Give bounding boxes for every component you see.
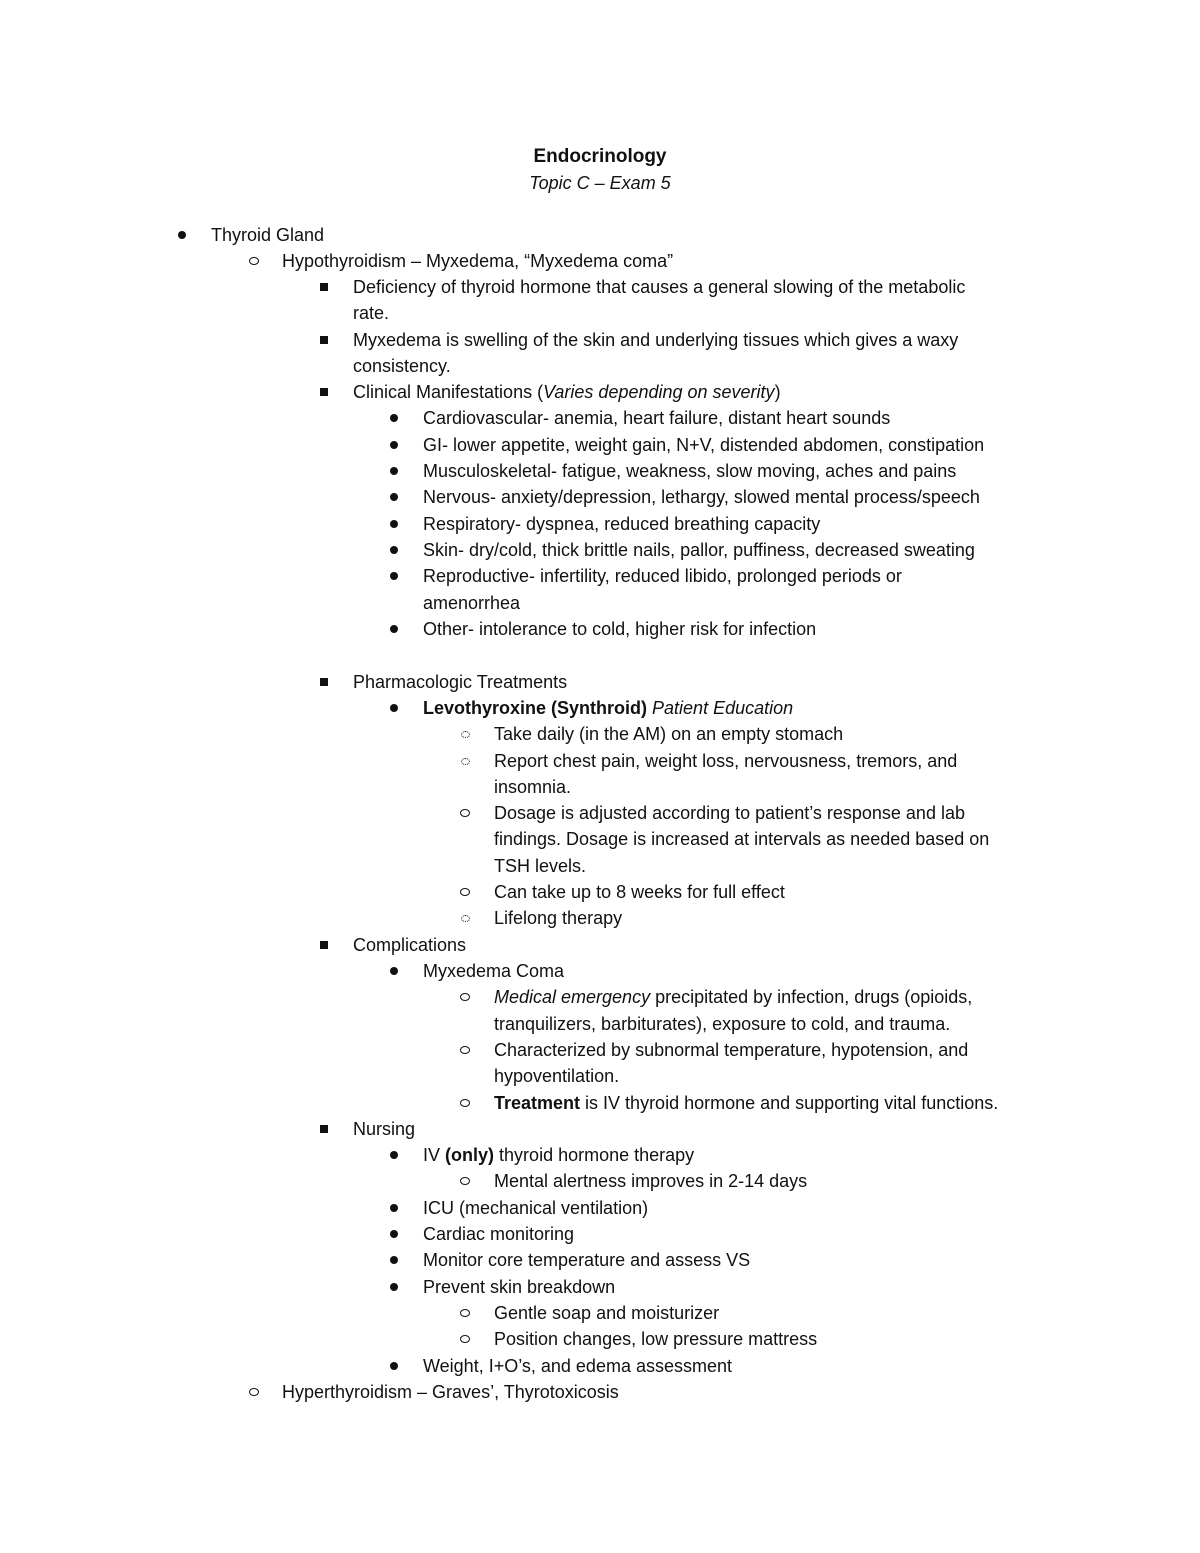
disc-bullet-icon — [384, 405, 404, 431]
circle-bullet-icon — [455, 1300, 475, 1326]
disc-bullet-icon — [384, 537, 404, 563]
document-page: Endocrinology Topic C – Exam 5 Thyroid Gland Hypothyroidism – Myxedema, “Myxedema coma” Deficiency of thyroid hormone that causes a general slowing of the metabolic rate. Myxedema is swelling of the skin and underlying tissues which gives a waxy consistency. Clinical Manifestations (Varies depending on severity) Cardiovascular- anemia, heart failure, distant heart sounds GI- lower appetite, weight gain, N+V, distended abdomen, constipation Musculoskeletal- fatigue, weakness, slow moving, aches and pains Nervous- anxiety/depression, lethargy, slowed mental process/speech Respiratory- dyspnea, reduced breathing capacity Skin- dry/cold, thick brittle nails, pallor, puffiness, decreased sweating Reproductive- infertility, reduced libido, prolonged periods or amenorrhea Other- intolerance to cold, higher risk for infection Pharmacologic Treatments Levothyroxine (Synthroid) Patient Education Take daily (in the AM) on an empty stomach Report chest pain, weight loss, nervousness, tremors, and insomnia. Dosage is adjusted according to patient’s response and lab findings. Dosage is increased at intervals as needed based on TSH levels. Can take up to 8 weeks for full effect Lifelong therapy Complications Myxedema Coma Medical emergency precipitated by infection, drugs (opioids, tranquilizers, barbiturates), exposure to cold, and trauma. Characterized by subnormal temperature, hypotension, and hypoventilation. Treatment is IV thyroid hormone and supporting vital functions. Nursing IV (only) thyroid hormone therapy Mental alertness improves in 2-14 days ICU (mechanical ventilation) Cardiac monitoring Monitor core temperature and assess VS Prevent skin breakdown Gentle soap and moisturizer Position changes, low pressure mattress Weight, I+O’s, and edema assessment Hyperthyroidism – Graves’, Thyrotoxicosis — [0, 0, 1200, 1553]
document-subtitle: Topic C – Exam 5 — [529, 173, 671, 193]
circle-bullet-icon — [455, 879, 475, 905]
disc-bullet-icon — [384, 458, 404, 484]
square-bullet-icon — [314, 669, 334, 695]
disc-bullet-icon — [384, 563, 404, 589]
circle-bullet-icon — [244, 1379, 264, 1405]
dotted-circle-bullet-icon — [455, 905, 475, 931]
square-bullet-icon — [314, 932, 334, 958]
square-bullet-icon — [314, 1116, 334, 1142]
circle-bullet-icon — [455, 1168, 475, 1194]
circle-bullet-icon — [455, 1037, 475, 1063]
circle-bullet-icon — [455, 800, 475, 826]
disc-bullet-icon — [384, 1221, 404, 1247]
disc-bullet-icon — [384, 511, 404, 537]
dotted-circle-bullet-icon — [455, 748, 475, 774]
disc-bullet-icon — [384, 695, 404, 721]
square-bullet-icon — [314, 379, 334, 405]
disc-bullet-icon — [384, 1353, 404, 1379]
disc-bullet-icon — [384, 1142, 404, 1168]
disc-bullet-icon — [384, 616, 404, 642]
circle-bullet-icon — [455, 1326, 475, 1352]
disc-bullet-icon — [172, 222, 192, 248]
circle-bullet-icon — [455, 1090, 475, 1116]
square-bullet-icon — [314, 327, 334, 353]
disc-bullet-icon — [384, 958, 404, 984]
disc-bullet-icon — [384, 1247, 404, 1273]
square-bullet-icon — [314, 274, 334, 300]
disc-bullet-icon — [384, 484, 404, 510]
circle-bullet-icon — [455, 984, 475, 1010]
disc-bullet-icon — [384, 1274, 404, 1300]
circle-bullet-icon — [244, 248, 264, 274]
document-title: Endocrinology — [533, 146, 667, 167]
disc-bullet-icon — [384, 432, 404, 458]
dotted-circle-bullet-icon — [455, 721, 475, 747]
disc-bullet-icon — [384, 1195, 404, 1221]
